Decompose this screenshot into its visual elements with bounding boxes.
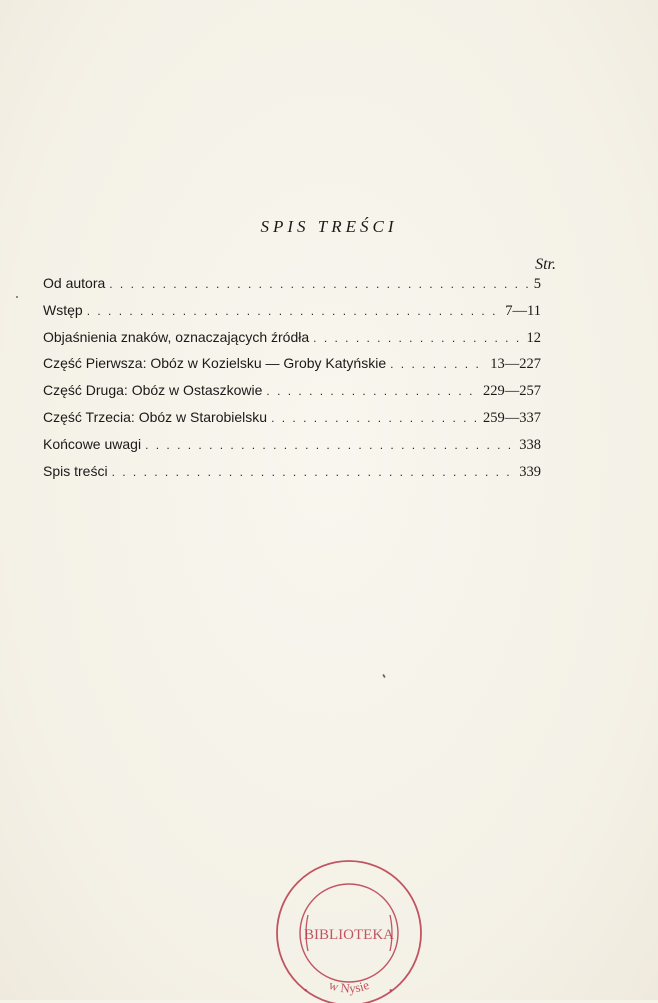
dot-leader — [87, 304, 502, 318]
toc-entry-title: Spis treści — [43, 462, 108, 479]
dot-leader — [313, 331, 522, 345]
toc-entry-title: Część Pierwsza: Obóz w Kozielsku — Groby Katyńskie — [43, 355, 387, 372]
library-stamp — [268, 855, 430, 1003]
toc-entry — [43, 409, 541, 436]
page-title: SPIS TREŚCI — [260, 217, 398, 236]
toc-entry-page: 13—227 — [490, 356, 541, 373]
toc-entry-title: Część Trzecia: Obóz w Starobielsku — [43, 408, 268, 425]
toc-entry — [43, 302, 541, 329]
svg-text:w Nysie — [327, 977, 371, 996]
toc-entry-page: 7—11 — [505, 302, 541, 319]
toc-entry — [43, 382, 541, 409]
dot-leader — [390, 357, 486, 371]
toc-entry-title: Wstęp — [43, 301, 83, 318]
toc-entry — [43, 275, 541, 302]
stamp-bottom-text: w Nysie — [326, 977, 372, 996]
paper-speck — [16, 296, 18, 298]
dot-leader — [112, 465, 516, 479]
dot-leader — [109, 277, 529, 291]
toc-entry-page: 339 — [519, 463, 541, 480]
stamp-star-left: • — [304, 986, 308, 997]
dot-leader — [266, 384, 479, 398]
stamp-star-right: • — [389, 986, 393, 997]
toc-entry — [43, 436, 541, 463]
toc-entry-page: 12 — [526, 329, 541, 346]
toc-entry — [43, 329, 541, 356]
toc-entry-page: 5 — [533, 276, 541, 292]
dot-leader — [271, 411, 479, 425]
table-of-contents — [43, 275, 541, 489]
toc-entry — [43, 355, 541, 382]
toc-entry-page: 338 — [519, 436, 541, 453]
toc-entry-page: 229—257 — [483, 383, 541, 400]
toc-entry-title: Od autora — [43, 275, 106, 291]
toc-entry-title: Końcowe uwagi — [43, 435, 142, 452]
toc-entry — [43, 463, 541, 490]
stamp-center-text: BIBLIOTEKA — [304, 927, 394, 943]
dot-leader — [145, 438, 515, 452]
toc-entry-title: Część Druga: Obóz w Ostaszkowie — [43, 382, 263, 399]
paper-speck — [382, 674, 386, 678]
toc-entry-page: 259—337 — [483, 409, 541, 426]
page-column-label: Str. — [535, 256, 556, 273]
toc-entry-title: Objaśnienia znaków, oznaczających źródła — [43, 328, 310, 345]
